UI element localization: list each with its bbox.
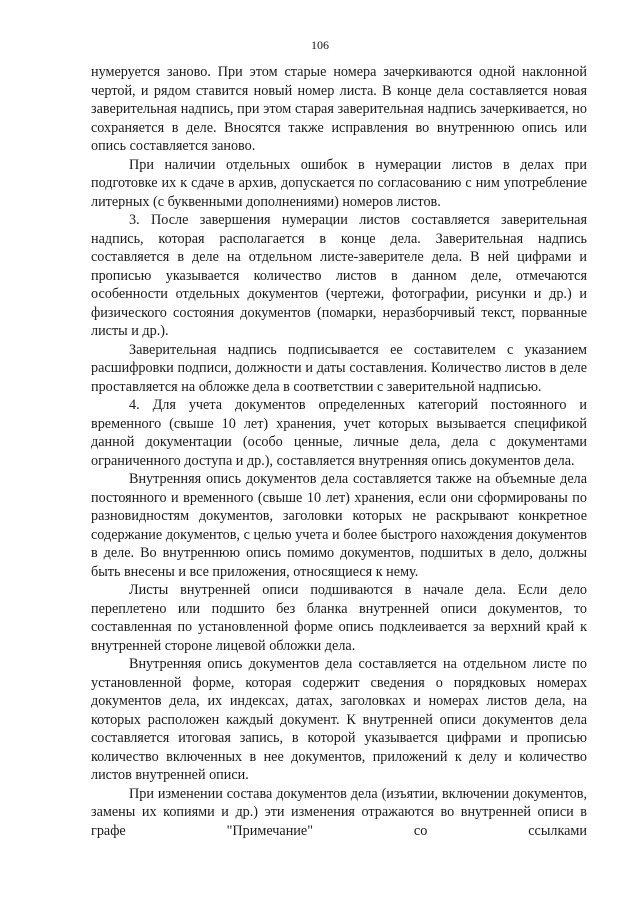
page-number: 106	[311, 38, 329, 52]
document-body	[91, 63, 587, 840]
paragraph-inventory-form: Внутренняя опись документов дела составляется на отдельном листе по установленной форме, которая содержит сведения о порядковых номерах документов дела, их индексах, датах, заголовках и номерах листов дела, на которых расположен каждый документ. К внутренней описи документов дела составляется итоговая запись, в которой указывается цифрами и прописью количество включенных в нее документов, приложений к делу и количество листов внутренней описи.	[91, 656, 587, 783]
paragraph-volume-cases: Внутренняя опись документов дела составляется также на объемные дела постоянного и временного (свыше 10 лет) хранения, если они сформированы по разновидностям документов, заголовки которых не раскрывают конкретное содержание документов, с целью учета и более быстрого нахождения документов в деле. Во внутреннюю опись помимо документов, подшитых в дело, должны быть внесены и все приложения, относящиеся к нему.	[91, 471, 587, 580]
paragraph-letter-numbering: При наличии отдельных ошибок в нумерации листов в делах при подготовке их к сдаче в архив, допускается по согласованию с ним употребление литерных (с буквенными дополнениями) номеров листов.	[91, 156, 587, 210]
paragraph-changes: При изменении состава документов дела (изъятии, включении документов, замены их копиями и др.) эти изменения отражаются во внутренней описи в графе "Примечание" со ссылками	[91, 785, 587, 839]
paragraph-inventory-sheets: Листы внутренней описи подшиваются в начале дела. Если дело переплетено или подшито без бланка внутренней описи документов, то составленная по установленной форме опись подклеивается за верхний край к внутренней стороне лицевой обложки дела.	[91, 582, 587, 654]
paragraph-item-3: 3. После завершения нумерации листов составляется заверительная надпись, которая располагается в конце дела. Заверительная надпись составляется в деле на отдельном листе-заверителе дела. В ней цифрами и прописью указывается количество листов в данном деле, отмечаются особенности отдельных документов (чертежи, фотографии, рисунки и др.) и физического состояния документов (помарки, неразборчивый текст, порванные листы и др.).	[91, 212, 587, 339]
paragraph-signature: Заверительная надпись подписывается ее составителем с указанием расшифровки подписи, должности и даты составления. Количество листов в деле проставляется на обложке дела в соответствии с заверительной надписью.	[91, 341, 587, 395]
paragraph-item-4: 4. Для учета документов определенных категорий постоянного и временного (свыше 10 лет) хранения, учет которых вызывается спецификой данной документации (особо ценные, личные дела, дела с документами ограниченного доступа и др.), составляется внутренняя опись документов дела.	[91, 397, 587, 469]
paragraph-continuation: нумеруется заново. При этом старые номера зачеркиваются одной наклонной чертой, и рядом ставится новый номер листа. В конце дела составляется новая заверительная надпись, при этом старая заверительная надпись зачеркивается, но сохраняется в деле. Вносятся также исправления во внутреннюю опись или опись составляется заново.	[91, 64, 587, 154]
